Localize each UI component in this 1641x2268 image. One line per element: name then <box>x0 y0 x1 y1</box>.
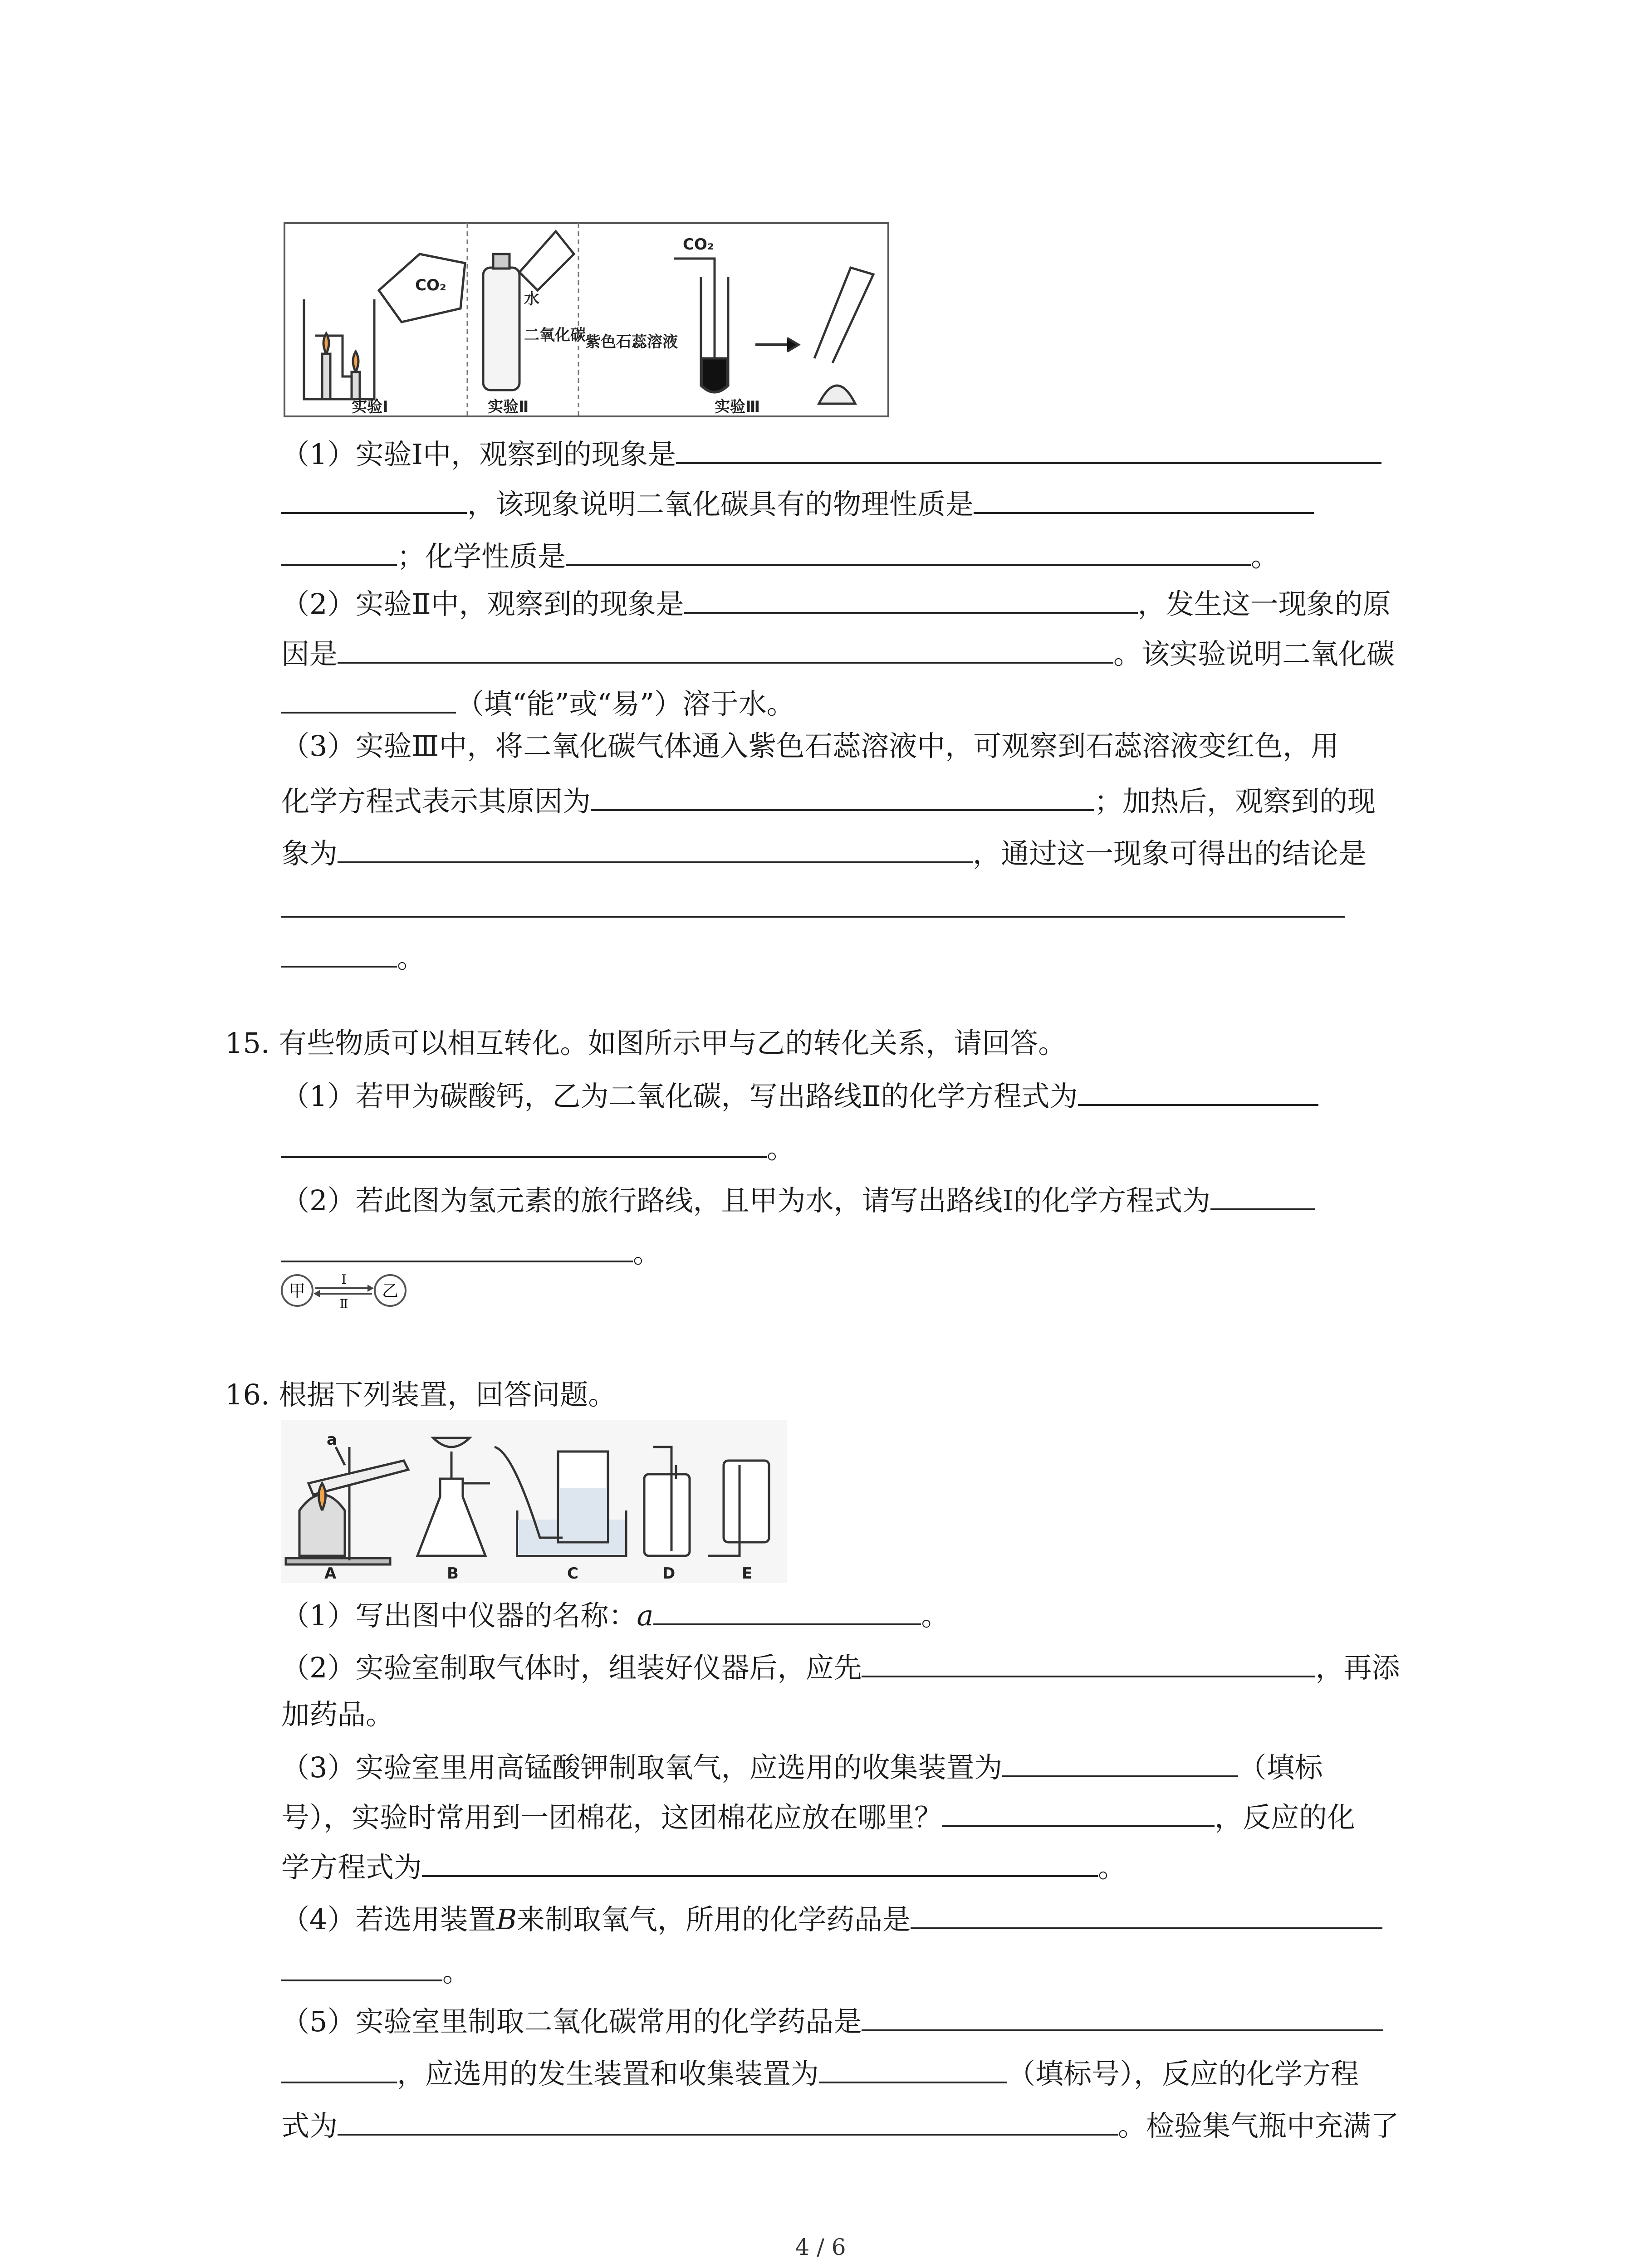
label-C: C <box>567 1564 578 1583</box>
route-ii-label: Ⅱ <box>339 1296 348 1311</box>
instrument-letter: a <box>637 1599 654 1632</box>
answer-blank[interactable] <box>281 1232 633 1262</box>
q15-part1-line2 <box>281 1127 795 1167</box>
q15-p2-prompt: （2）若此图为氢元素的旅行路线，且甲为水，请写出路线Ⅰ的化学方程式为 <box>281 1184 1210 1217</box>
q14-p3-equation-prompt: 化学方程式表示其原因为 <box>281 785 591 818</box>
period: 。 <box>921 1599 950 1632</box>
q14-p1-physical-prompt: ，该现象说明二氧化碳具有的物理性质是 <box>467 488 974 521</box>
q16-p3-cotton-prompt: 号），实验时常用到一团棉花，这团棉花应放在哪里？ <box>281 1801 943 1834</box>
q16-p2-prompt: （2）实验室制取气体时，组装好仪器后，应先 <box>281 1651 862 1684</box>
q16-p3-prompt: （3）实验室里用高锰酸钾制取氧气，应选用的收集装置为 <box>281 1751 1003 1784</box>
label-A: A <box>324 1564 337 1583</box>
q16-part2-line1 <box>281 1647 1400 1686</box>
co2-in-bottle-label: 二氧化碳 <box>524 326 586 344</box>
q16-p4-reagent-prompt: 来制取氧气，所用的化学药品是 <box>517 1903 911 1936</box>
transformation-diagram <box>277 1270 413 1311</box>
route-i-label: Ⅰ <box>341 1272 347 1287</box>
q15-part2-line1 <box>281 1179 1315 1219</box>
q16-p4-prompt: （4）若选用装置 <box>281 1903 496 1936</box>
q16-p2-then: ，再添 <box>1315 1651 1400 1684</box>
answer-blank[interactable] <box>422 1846 1098 1877</box>
q14-p2-reason-prompt: ，发生这一现象的原 <box>1137 587 1391 621</box>
q16-p5-equation-prompt: （填标号），反应的化学方程 <box>1007 2057 1359 2090</box>
q16-part5-line2 <box>281 2053 1359 2092</box>
answer-blank[interactable] <box>338 2105 1118 2136</box>
answer-blank[interactable] <box>591 780 1094 811</box>
q16-p5-test-prompt: 。检验集气瓶中充满了 <box>1118 2109 1400 2142</box>
q15-title: 15. 有些物质可以相互转化。如图所示甲与乙的转化关系，请回答。 <box>225 1026 1067 1060</box>
answer-blank[interactable] <box>281 483 467 514</box>
label-a: a <box>327 1431 337 1449</box>
label-E: E <box>742 1564 753 1583</box>
answer-blank[interactable] <box>862 1647 1315 1677</box>
q14-p1-prompt: （1）实验Ⅰ中，观察到的现象是 <box>281 438 676 471</box>
period: 。 <box>397 941 426 974</box>
q14-p2-fill-hint: （填“能”或“易”）溶于水。 <box>456 687 795 720</box>
water-label: 水 <box>524 290 539 308</box>
q14-p2-prompt: （2）实验Ⅱ中，观察到的现象是 <box>281 587 684 621</box>
answer-blank[interactable] <box>942 1796 1215 1827</box>
page-number: 4 / 6 <box>795 2234 846 2260</box>
q16-p2-tail: 加药品。 <box>281 1698 394 1731</box>
q14-p1-chemical-prompt: ；化学性质是 <box>397 540 566 573</box>
period: 。 <box>442 1955 471 1988</box>
answer-blank[interactable] <box>1210 1179 1315 1210</box>
answer-blank[interactable] <box>281 1127 767 1158</box>
q16-part3-line1 <box>281 1746 1323 1786</box>
node-left-label: 甲 <box>289 1282 306 1300</box>
answer-blank[interactable] <box>281 937 397 968</box>
exp2-caption: 实验Ⅱ <box>488 398 529 416</box>
answer-blank[interactable] <box>653 1594 921 1625</box>
q16-part3-line3 <box>281 1846 1126 1886</box>
q16-p3-equation-prompt: ，反应的化 <box>1215 1801 1356 1834</box>
co2-experiments-figure <box>284 222 889 417</box>
q16-p5-prompt: （5）实验室里制取二氧化碳常用的化学药品是 <box>281 2005 862 2038</box>
q14-part1-line3 <box>281 535 1279 575</box>
q14-part2-line3 <box>281 683 795 722</box>
q14-part3-line2 <box>281 780 1376 820</box>
lab-apparatus-figure <box>281 1420 787 1583</box>
period: 。 <box>633 1236 661 1269</box>
answer-blank[interactable] <box>676 433 1381 464</box>
q14-part1-line2 <box>281 483 1314 523</box>
q15-part2-line2 <box>281 1232 661 1271</box>
q16-p1-prompt: （1）写出图中仪器的名称： <box>281 1599 637 1632</box>
device-letter: B <box>496 1903 517 1936</box>
exp3-caption: 实验Ⅲ <box>715 398 760 416</box>
q14-part2-line1 <box>281 583 1391 622</box>
q16-part4-line1 <box>281 1898 1382 1938</box>
q15-part1-line1 <box>281 1075 1318 1114</box>
answer-blank[interactable] <box>1002 1746 1238 1777</box>
answer-blank[interactable] <box>281 683 456 714</box>
q14-p3-conclusion-prompt: ，通过这一现象可得出的结论是 <box>973 837 1367 870</box>
q14-part3-line3 <box>281 832 1367 872</box>
answer-blank[interactable] <box>281 1950 442 1981</box>
period: 。 <box>1098 1851 1127 1884</box>
answer-blank[interactable] <box>338 832 973 863</box>
answer-blank[interactable] <box>911 1898 1382 1929</box>
q16-part5-line3 <box>281 2105 1399 2144</box>
q14-p3-prompt: （3）实验Ⅲ中，将二氧化碳气体通入紫色石蕊溶液中，可观察到石蕊溶液变红色，用 <box>281 729 1339 763</box>
answer-blank[interactable] <box>338 633 1113 664</box>
q16-p5-apparatus-prompt: ，应选用的发生装置和收集装置为 <box>397 2057 819 2090</box>
q16-part2-line2 <box>281 1696 394 1733</box>
period: 。 <box>767 1132 795 1165</box>
answer-blank[interactable] <box>974 483 1314 514</box>
q14-part3-line5 <box>281 937 425 976</box>
period: 。 <box>1251 540 1279 573</box>
q15-p1-prompt: （1）若甲为碳酸钙，乙为二氧化碳，写出路线Ⅱ的化学方程式为 <box>281 1080 1078 1113</box>
label-B: B <box>447 1564 459 1583</box>
exp1-caption: 实验Ⅰ <box>352 398 388 416</box>
q14-p3-phenomenon-prompt: 象为 <box>281 837 338 870</box>
q16-p5-equation-label: 式为 <box>281 2109 338 2142</box>
answer-blank[interactable] <box>862 2000 1383 2031</box>
q16-part4-line2 <box>281 1950 470 1990</box>
q14-p2-conclusion-prompt: 。该实验说明二氧化碳 <box>1113 637 1395 670</box>
node-right-label: 乙 <box>382 1282 399 1300</box>
answer-blank[interactable] <box>684 583 1138 614</box>
answer-blank[interactable] <box>281 887 1345 918</box>
litmus-label: 紫色石蕊溶液 <box>585 333 678 351</box>
q16-part5-line1 <box>281 2000 1383 2040</box>
q14-p3-heat-prompt: ；加热后，观察到的现 <box>1094 785 1376 818</box>
answer-blank[interactable] <box>281 535 397 566</box>
q14-part2-line2 <box>281 633 1395 672</box>
answer-blank[interactable] <box>1078 1075 1318 1106</box>
q16-p3-equation-label: 学方程式为 <box>281 1851 422 1884</box>
answer-blank[interactable] <box>281 2053 397 2083</box>
answer-blank[interactable] <box>566 535 1251 566</box>
co2-tube-label: CO₂ <box>683 235 714 254</box>
q14-p2-cause-prompt: 因是 <box>281 637 338 670</box>
q16-part3-line2 <box>281 1796 1355 1836</box>
q16-part1-line1 <box>281 1594 949 1634</box>
q14-part1-line1 <box>281 433 1381 473</box>
q14-part3-line1 <box>281 728 1339 764</box>
label-D: D <box>662 1564 676 1583</box>
co2-bottle-label: CO₂ <box>415 276 446 294</box>
q16-p3-fill-hint: （填标 <box>1238 1751 1323 1784</box>
q16-title: 16. 根据下列装置，回答问题。 <box>225 1378 617 1411</box>
answer-blank[interactable] <box>819 2053 1007 2083</box>
q14-part3-line4 <box>281 887 1345 926</box>
